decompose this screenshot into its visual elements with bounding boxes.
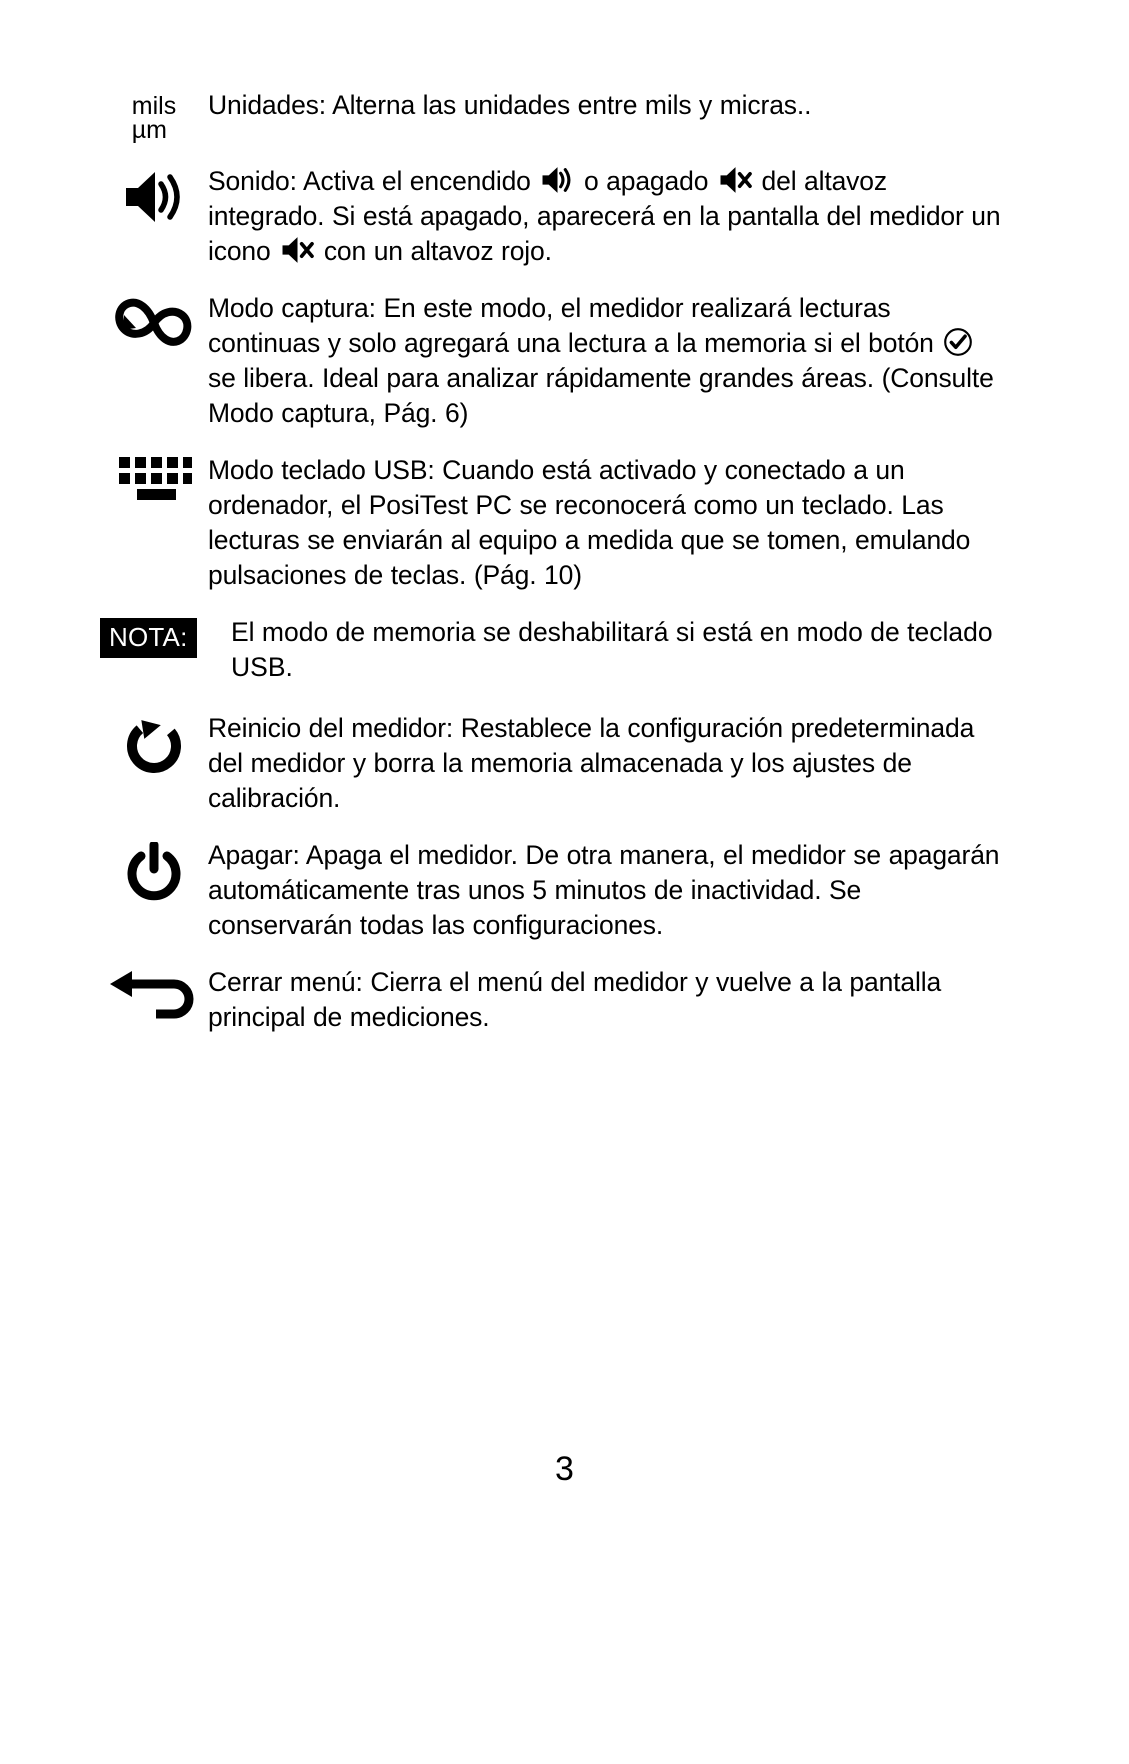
entry-exit-menu-text: Cerrar menú: Cierra el menú del medidor y vuelve a la pantalla principal de mediciones. xyxy=(208,967,942,1032)
reset-circular-arrow-icon xyxy=(123,715,185,782)
entry-sound-icon-cell xyxy=(100,164,208,231)
entry-power-off-icon-cell xyxy=(100,838,208,911)
entry-scan-mode-text xyxy=(208,291,1009,431)
entry-reset xyxy=(100,711,1009,816)
entry-reset-text: Reinicio del medidor: Restablece la configuración predeterminada del medidor y borra la memoria almacenada y los ajustes de calibración. xyxy=(208,713,975,813)
entry-reset-icon-cell xyxy=(100,711,208,782)
note-text: El modo de memoria se deshabilitará si está en modo de teclado USB. xyxy=(231,617,993,682)
entry-sound-text xyxy=(208,164,1009,269)
entry-scan-mode xyxy=(100,291,1009,431)
entry-units-text: Unidades: Alterna las unidades entre mils y micras.. xyxy=(208,90,812,120)
entry-power-off xyxy=(100,838,1009,943)
entry-units xyxy=(100,88,1009,142)
entry-exit-menu xyxy=(100,965,1009,1035)
entry-sound-text-part1: Sonido: Activa el encendido xyxy=(208,166,539,196)
check-circle-icon xyxy=(943,327,973,357)
entry-sound-text-part3: del altavoz integrado. Si está apagado, aparecerá en la pantalla del medidor un icono xyxy=(208,166,1001,266)
note-block xyxy=(100,615,1009,685)
entry-scan-mode-text-part2: se libera. Ideal para analizar rápidamente grandes áreas. (Consulte Modo captura, Pág. 6) xyxy=(208,363,994,428)
entry-usb-keyboard-text: Modo teclado USB: Cuando está activado y conectado a un ordenador, el PosiTest PC se reconocerá como un teclado. Las lecturas se enviarán al equipo a medida que se tomen, emulando pulsaciones de teclas. (Pág. 10) xyxy=(208,455,971,590)
entry-usb-keyboard xyxy=(100,453,1009,593)
entry-usb-keyboard-icon-cell xyxy=(100,453,208,508)
power-icon xyxy=(125,842,183,911)
units-icon-line-um: µm xyxy=(131,116,168,144)
entry-sound-text-part4: con un altavoz rojo. xyxy=(316,236,552,266)
speaker-mute-icon xyxy=(280,235,314,265)
page-number: 3 xyxy=(555,1450,574,1488)
speaker-mute-icon xyxy=(718,165,752,195)
entry-scan-mode-text-part1: Modo captura: En este modo, el medidor realizará lecturas continuas y solo agregará una lectura a la memoria si el botón xyxy=(208,293,942,358)
entry-sound xyxy=(100,164,1009,269)
units-icon-line-mils: mils xyxy=(131,92,177,120)
entry-power-off-text: Apagar: Apaga el medidor. De otra manera, el medidor se apagarán automáticamente tras unos 5 minutos de inactividad. Se conservarán todas las configuraciones. xyxy=(208,840,1000,940)
entry-scan-mode-icon-cell xyxy=(100,291,208,356)
entry-units-icon-cell xyxy=(100,88,208,142)
speaker-on-icon xyxy=(122,168,186,231)
note-badge: NOTA: xyxy=(100,618,197,658)
keyboard-icon xyxy=(115,453,193,508)
units-mils-um-icon xyxy=(132,92,176,142)
infinity-loop-icon xyxy=(112,295,196,356)
back-arrow-icon xyxy=(108,969,200,1028)
speaker-on-icon xyxy=(540,165,574,195)
entry-sound-text-part2: o apagado xyxy=(576,166,716,196)
entry-exit-menu-icon-cell xyxy=(100,965,208,1028)
note-badge-cell xyxy=(100,615,225,658)
